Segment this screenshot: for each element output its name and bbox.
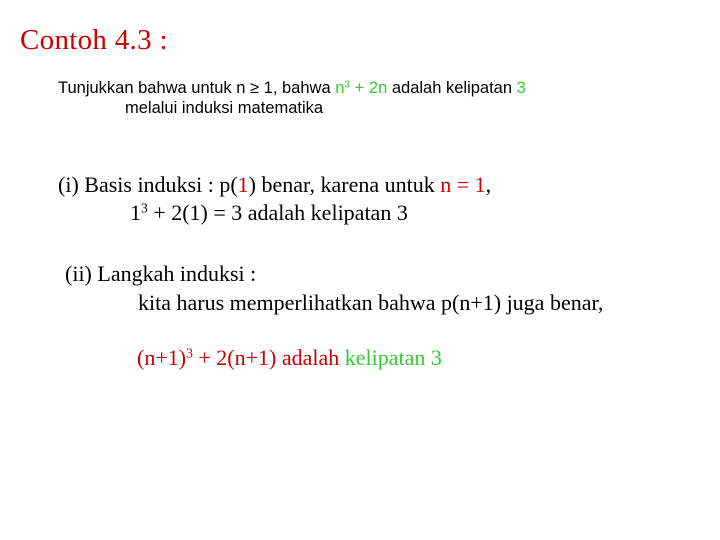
- multiple-three: 3: [516, 79, 526, 97]
- problem-statement-line-1: [58, 79, 526, 98]
- basis-rest: + 2(1) = 3 adalah kelipatan 3: [147, 200, 408, 225]
- basis-one: 1: [237, 172, 249, 197]
- problem-statement-line-2: melalui induksi matematika: [125, 99, 324, 117]
- exponent-3: 3: [344, 79, 351, 91]
- basis-prefix: (i) Basis induksi : p(: [58, 172, 238, 197]
- goal-base: (n+1): [137, 345, 187, 370]
- basis-n-eq-1: n = 1: [440, 172, 486, 197]
- step-line-1: (ii) Langkah induksi :: [65, 261, 257, 286]
- problem-text-a: Tunjukkan bahwa untuk n: [58, 79, 251, 97]
- basis-exponent: 3: [141, 200, 148, 216]
- problem-text-c: adalah kelipatan: [387, 79, 517, 97]
- basis-comma: ,: [485, 172, 492, 197]
- problem-text-b: 1, bahwa: [259, 79, 336, 97]
- goal-middle: + 2(n+1) adalah: [192, 345, 345, 370]
- basis-base: 1: [130, 200, 141, 225]
- step-line-2: kita harus memperlihatkan bahwa p(n+1) juga benar,: [138, 290, 604, 315]
- plus-2n: + 2n: [350, 79, 388, 97]
- basis-line-2: [130, 200, 408, 226]
- basis-line-1: [58, 172, 491, 198]
- n-variable: n: [335, 79, 345, 97]
- goal-multiple: kelipatan 3: [344, 345, 442, 370]
- goal-exponent: 3: [186, 345, 193, 361]
- geq-symbol: ≥: [250, 79, 260, 97]
- basis-middle: ) benar, karena untuk: [248, 172, 441, 197]
- step-goal-line: [137, 345, 442, 371]
- page-title: Contoh 4.3 :: [20, 24, 168, 56]
